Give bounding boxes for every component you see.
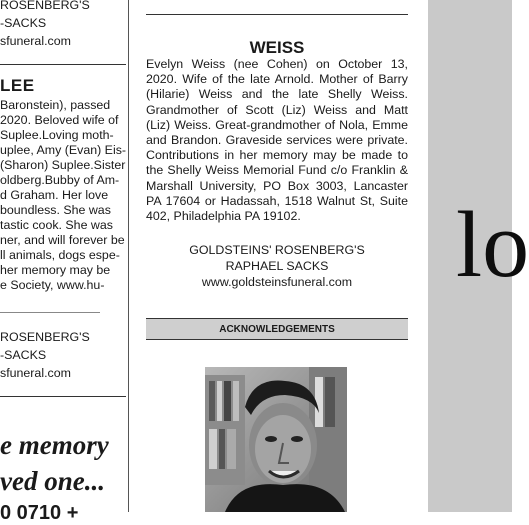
- obituary-heading: LEE: [0, 76, 35, 95]
- funeral-home-name: GOLDSTEINS' ROSENBERG'S: [189, 243, 365, 257]
- obituary-line: oldberg.Bubby of Am-: [0, 173, 120, 187]
- divider: [0, 396, 126, 397]
- obituary-line: ner, and will forever be: [0, 233, 125, 247]
- funeral-home-line: -SACKS: [0, 16, 47, 30]
- left-column: [0, 0, 128, 524]
- obituary-line: 2020. Beloved wife of: [0, 113, 119, 127]
- obituary-body: Evelyn Weiss (nee Cohen) on October 13, 2020. Wife of the late Arnold. Mother of Barry (Hilarie) Weiss and the late Shelly Weiss. Grandmother of Scott (Liz) Weiss and Matt (Liz) Weiss. Great-grandmother of Nola, Emme and Brandon. Graveside services were private. Contributions in her memory may be made to the Shelly Weiss Memorial Fund c/o Franklin & Marshall University, PO Box 3003, Lancaster PA 17604 or Hadassah, 1518 Walnut St, Suite 402, Philadelphia PA 19102.: [146, 57, 408, 224]
- obituary-line: Suplee.Loving moth-: [0, 128, 114, 142]
- obituary-line: e Society, www.hu-: [0, 278, 105, 292]
- obituary-line: Baronstein), passed: [0, 98, 111, 112]
- obituary-line: d Graham. Her love: [0, 188, 109, 202]
- funeral-home-line: ROSENBERG'S: [0, 330, 90, 344]
- funeral-home-signature: [146, 242, 408, 291]
- funeral-home-line: -SACKS: [0, 348, 47, 362]
- divider: [146, 14, 408, 15]
- right-ad-panel: [428, 0, 529, 512]
- obituary-line: boundless. She was: [0, 203, 111, 217]
- funeral-home-name-2: RAPHAEL SACKS: [225, 259, 329, 274]
- divider: [0, 312, 100, 313]
- column-separator: [128, 0, 129, 512]
- middle-column: [146, 0, 408, 512]
- memorial-photo: [205, 367, 347, 512]
- funeral-home-website: sfuneral.com: [0, 366, 71, 380]
- obituary-title: WEISS: [249, 38, 305, 57]
- obituary-line: ll animals, dogs espe-: [0, 248, 120, 262]
- funeral-home-line: ROSENBERG'S: [0, 0, 90, 12]
- section-header-label: ACKNOWLEDGEMENTS: [219, 324, 335, 335]
- memorial-ad-line: ved one...: [0, 466, 105, 496]
- memorial-ad-line: e memory: [0, 430, 109, 460]
- funeral-home-website: sfuneral.com: [0, 34, 71, 48]
- obituary-line: uplee, Amy (Evan) Eis-: [0, 143, 127, 157]
- ad-headline-fragment: lo: [456, 193, 529, 297]
- funeral-home-website: www.goldsteinsfuneral.com: [201, 275, 353, 290]
- obituary-line: her memory may be: [0, 263, 111, 277]
- divider: [0, 64, 126, 65]
- section-header-bar: [146, 318, 408, 340]
- memorial-ad-phone: 0 0710 +: [0, 502, 79, 524]
- obituary-line: tastic cook. She was: [0, 218, 113, 232]
- obituary-line: (Sharon) Suplee.Sister: [0, 158, 126, 172]
